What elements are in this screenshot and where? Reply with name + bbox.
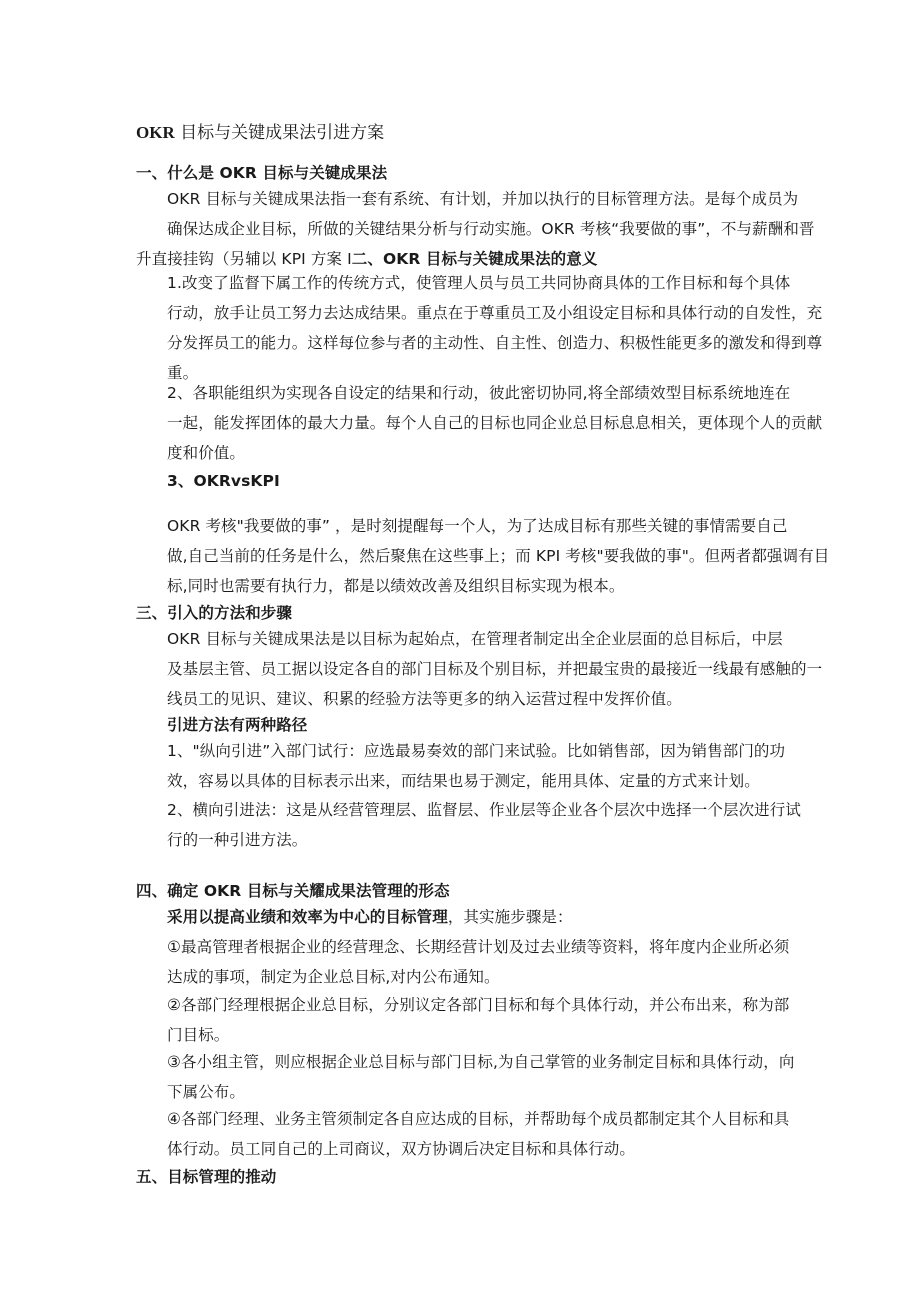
text-line: 及基层主管、员工据以设定各自的部门目标及个别目标，并把最宝贵的最接近一线最有感触的一 [167, 660, 823, 678]
text-line: 2、各职能组织为实现各自设定的结果和行动，彼此密切协同,将全部绩效型目标系统地连在 [167, 384, 791, 402]
text-line: 门目标。 [167, 1026, 230, 1044]
s4-item-4 [136, 1104, 790, 1164]
section-2-heading: 二、OKR 目标与关键成果法的意义 [351, 250, 598, 268]
section-1-heading: 一、什么是 OKR 目标与关键成果法 [136, 164, 388, 182]
text-line: 重。 [167, 364, 199, 382]
text-line: OKR 目标与关键成果法是以目标为起始点，在管理者制定出全企业层面的总目标后，中层 [167, 630, 783, 648]
text-line: 达成的事项，制定为企业总目标,对内公布通知。 [167, 968, 500, 986]
section-4-heading: 四、确定 OKR 目标与关耀成果法管理的形态 [136, 882, 450, 900]
text-line: 下属公布。 [167, 1083, 246, 1101]
s3-paragraph-3 [136, 795, 801, 855]
text-line: 行的一种引进方法。 [167, 831, 308, 849]
text-line: 一起，能发挥团体的最大力量。每个人自己的目标也同企业总目标息息相关，更体现个人的贡献 [167, 414, 823, 432]
s4-item-1 [136, 932, 790, 992]
text-line: 度和价值。 [167, 444, 246, 462]
s4-lead [136, 902, 790, 932]
text-line: 行动，放手让员工努力去达成结果。重点在于尊重员工及小组设定目标和具体行动的自发性，充 [167, 304, 823, 322]
s4-item-2 [136, 990, 790, 1050]
s2-paragraph-2 [136, 378, 823, 468]
text-line: 分发挥员工的能力。这样每位参与者的主动性、自主性、创造力、积极性能更多的激发和得到尊 [167, 334, 823, 352]
text-line: 做,自己当前的任务是什么，然后聚焦在这些事上；而 KPI 考核"要我做的事"。但两者都强调有目 [167, 547, 830, 565]
section-3-heading: 三、引入的方法和步骤 [136, 604, 293, 622]
text-line: 2、横向引进法：这是从经营管理层、监督层、作业层等企业各个层次中选择一个层次进行试 [167, 801, 801, 819]
text-line: ③各小组主管，则应根据企业总目标与部门目标,为自己掌管的业务制定目标和具体行动，向 [167, 1053, 795, 1071]
text-line: 1、"纵向引进”入部门试行：应选最易奏效的部门来试验。比如销售部，因为销售部门的功 [167, 742, 786, 760]
text-line: ④各部门经理、业务主管须制定各自应达成的目标，并帮助每个成员都制定其个人目标和具 [167, 1110, 790, 1128]
s3-paragraph-1 [136, 624, 823, 714]
text-line: ①最高管理者根据企业的经营理念、长期经营计划及过去业绩等资料，将年度内企业所必须 [167, 938, 790, 956]
okr-vs-kpi-heading: 3、OKRvsKPI [167, 472, 280, 490]
text-line: 升直接挂钩（另辅以 KPI 方案 I [136, 250, 352, 268]
text-line: 效，容易以具体的目标表示出来，而结果也易于测定，能用具体、定量的方式来计划。 [167, 772, 760, 790]
section-5-heading: 五、目标管理的推动 [136, 1168, 277, 1186]
text-line: OKR 目标与关键成果法指一套有系统、有计划，并加以执行的目标管理方法。是每个成员为 [167, 190, 799, 208]
text-line: 线员工的见识、建议、积累的经验方法等更多的纳入运营过程中发挥价值。 [167, 690, 682, 708]
title-rest: 目标与关键成果法引进方案 [174, 123, 385, 143]
s4-lead-rest: ，其实施步骤是： [447, 908, 573, 926]
okr-vs-kpi-paragraph [136, 511, 830, 601]
s4-lead-bold: 采用以提高业绩和效率为中心的目标管理 [167, 908, 448, 926]
title-okr: OKR [136, 123, 175, 142]
text-line: 标,同时也需要有执行力，都是以绩效改善及组织目标实现为根本。 [167, 577, 625, 595]
text-line: OKR 考核"我要做的事” ，是时刻提醒每一个人，为了达成目标有那些关键的事情需要自己 [167, 517, 788, 535]
text-line: 体行动。员工同自己的上司商议，双方协调后决定目标和具体行动。 [167, 1140, 636, 1158]
s1-paragraph-1 [136, 184, 815, 244]
text-line: 1.改变了监督下属工作的传统方式，使管理人员与员工共同协商具体的工作目标和每个具体 [167, 274, 791, 292]
s3-paragraph-2 [136, 736, 790, 796]
s3-sub-heading: 引进方法有两种路径 [167, 716, 308, 734]
text-line: ②各部门经理根据企业总目标，分别议定各部门目标和每个具体行动，并公布出来，称为部 [167, 996, 790, 1014]
s4-item-3 [136, 1047, 795, 1107]
s2-paragraph-1 [136, 268, 823, 388]
document-title [136, 121, 384, 145]
text-line: 确保达成企业目标，所做的关键结果分析与行动实施。OKR 考核“我要做的事”，不与薪酬和晋 [167, 220, 815, 238]
